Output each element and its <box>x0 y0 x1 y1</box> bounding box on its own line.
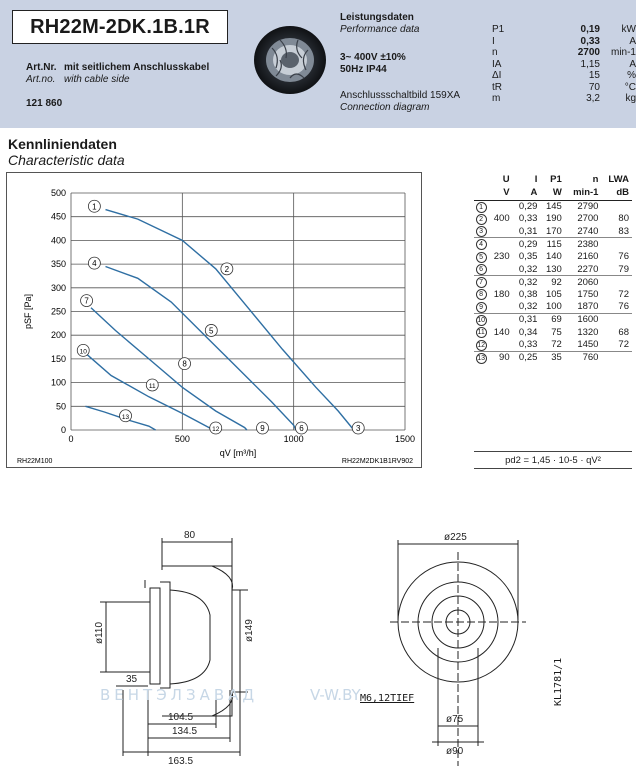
table-row <box>474 313 632 326</box>
table-row <box>474 250 632 263</box>
model-title: RH22M-2DK.1B.1R <box>12 10 228 44</box>
table-cell-L <box>601 276 632 289</box>
curve-line-10 <box>87 354 214 430</box>
param-sym: ΔI <box>492 70 502 81</box>
dim-75-label: ø75 <box>446 714 464 725</box>
artnr-label-en: Art.no. <box>26 74 56 85</box>
curve-number-badge: 5 <box>476 252 487 263</box>
table-header-cell <box>474 172 488 186</box>
param-row <box>492 36 636 48</box>
param-row <box>492 93 636 105</box>
dim-35-label: 35 <box>126 674 138 685</box>
table-row <box>474 339 632 352</box>
curve-number-badge: 13 <box>477 354 485 362</box>
y-tick-label: 50 <box>55 401 66 412</box>
table-cell-P: 100 <box>545 301 562 313</box>
section-title-de: Kennliniendaten <box>8 136 117 152</box>
table-cell-L: 80 <box>618 213 629 225</box>
table-cell-U <box>488 313 512 326</box>
dim-80-label: 80 <box>184 530 196 541</box>
param-row <box>492 24 636 36</box>
param-row <box>492 82 636 94</box>
curve-number-badge: 11 <box>477 329 485 337</box>
table-row <box>474 288 632 301</box>
table-cell-L <box>601 313 632 326</box>
curve-number-badge: 6 <box>476 264 487 275</box>
param-unit: kg <box>625 93 636 104</box>
table-header-cell: n <box>592 173 599 185</box>
formula-text: pd2 = 1,45 · 10-5 · qV² <box>505 455 601 466</box>
table-row <box>474 326 632 339</box>
param-sym: I <box>492 35 495 47</box>
spec-frequency: 50Hz IP44 <box>340 64 387 75</box>
curve-end-label: 6 <box>299 424 304 433</box>
curve-number-badge: 1 <box>476 202 487 213</box>
article-number-block <box>26 62 209 86</box>
y-tick-label: 400 <box>50 235 66 246</box>
param-unit: °C <box>624 81 636 93</box>
table-cell-L: 72 <box>618 288 629 300</box>
table-cell-L: 76 <box>618 301 629 313</box>
table-cell-U <box>488 200 512 213</box>
param-row <box>492 47 636 59</box>
table-cell-P: 92 <box>540 276 564 289</box>
table-cell-L: 76 <box>618 251 629 263</box>
table-cell-L <box>601 200 632 213</box>
table-cell-U: 140 <box>493 326 510 338</box>
artnr-text-de: mit seitlichem Anschlusskabel <box>64 62 210 73</box>
performance-block <box>340 12 460 114</box>
table-cell-I: 0,31 <box>513 313 541 326</box>
table-cell-I: 0,29 <box>518 201 538 213</box>
dim-149-label: ø149 <box>244 619 255 642</box>
dim-134-label: 134.5 <box>172 726 198 737</box>
table-cell-n: 760 <box>565 351 602 364</box>
param-val: 0,33 <box>580 35 600 47</box>
curve-end-label: 3 <box>356 424 361 433</box>
dim-104-label: 104.5 <box>168 712 194 723</box>
perf-title-de: Leistungsdaten <box>340 12 414 23</box>
param-unit: % <box>627 70 636 81</box>
artnr-text-en: with cable side <box>64 74 130 85</box>
x-tick-label: 1500 <box>394 434 416 444</box>
table-cell-P: 72 <box>551 339 562 351</box>
table-header-cell: LWA <box>608 173 629 185</box>
param-unit: A <box>629 35 636 47</box>
x-tick-label: 1000 <box>283 434 304 444</box>
table-cell-n: 1600 <box>565 313 602 326</box>
dim-110-label: ø110 <box>94 621 105 644</box>
param-val: 70 <box>588 81 600 93</box>
chart-footer-left: RH22M100 <box>17 458 53 465</box>
table-cell-I: 0,35 <box>518 251 538 263</box>
table-cell-U <box>488 339 512 352</box>
curve-number-badge: 7 <box>476 277 487 288</box>
table-cell-P: 140 <box>545 251 562 263</box>
curve-number-badge: 2 <box>476 214 487 225</box>
table-unit-cell: V <box>488 186 512 200</box>
table-cell-U: 230 <box>493 251 510 263</box>
table-cell-P: 75 <box>551 326 562 338</box>
pressure-formula <box>474 451 632 469</box>
table-cell-L <box>601 238 632 251</box>
y-tick-label: 0 <box>60 425 66 435</box>
table-cell-P: 69 <box>540 313 564 326</box>
table-row <box>474 213 632 226</box>
table-cell-I: 0,32 <box>518 263 538 275</box>
table-cell-L <box>601 351 632 364</box>
product-header <box>0 0 636 128</box>
table-cell-U: 180 <box>493 288 510 300</box>
curve-label-text: 10 <box>79 348 87 356</box>
table-cell-L: 68 <box>618 326 629 338</box>
curve-line-4 <box>106 264 296 431</box>
param-row <box>492 59 636 71</box>
motor-dome <box>170 590 210 684</box>
table-unit-cell: W <box>540 186 564 200</box>
dim-90-label: ø90 <box>446 746 464 757</box>
table-cell-L: 72 <box>618 339 629 351</box>
table-cell-P: 35 <box>540 351 564 364</box>
param-sym: P1 <box>492 24 505 35</box>
table-row <box>474 276 632 289</box>
curve-label-text: 5 <box>209 326 214 336</box>
y-tick-label: 300 <box>50 282 66 293</box>
param-sym: IA <box>492 58 502 70</box>
table-cell-I: 0,34 <box>518 326 538 338</box>
drawing-code: KL1781/1 <box>553 657 564 706</box>
table-cell-n: 2790 <box>577 201 599 213</box>
table-cell-n: 1320 <box>577 326 599 338</box>
table-cell-P: 130 <box>545 263 562 275</box>
table-cell-n: 2380 <box>565 238 602 251</box>
dim-163-label: 163.5 <box>168 756 194 767</box>
fan-product-image <box>250 18 330 98</box>
table-cell-P: 145 <box>545 201 562 213</box>
table-cell-I: 0,29 <box>513 238 541 251</box>
table-row <box>474 200 632 213</box>
table-cell-I: 0,38 <box>518 288 538 300</box>
table-cell-I: 0,33 <box>518 213 538 225</box>
table-row <box>474 351 632 364</box>
chart-footer-right: RH22M2DK1B1RV902 <box>341 458 413 465</box>
param-sym: n <box>492 47 498 58</box>
table-cell-n: 1870 <box>577 301 599 313</box>
param-row <box>492 70 636 82</box>
table-cell-U <box>488 276 512 289</box>
table-cell-n: 1450 <box>577 339 599 351</box>
table-cell-U: 90 <box>488 351 512 364</box>
table-cell-n: 2270 <box>577 263 599 275</box>
x-tick-label: 500 <box>174 434 190 444</box>
table-cell-U <box>488 238 512 251</box>
table-cell-U <box>488 301 512 314</box>
table-unit-cell: dB <box>601 186 632 200</box>
artnr-label-de: Art.Nr. <box>26 62 57 73</box>
param-val: 2700 <box>577 47 600 58</box>
table-cell-I: 0,32 <box>513 276 541 289</box>
table-header-cell: U <box>502 173 510 185</box>
watermark-site: V-W.BY <box>310 686 361 704</box>
curve-label-text: 8 <box>182 359 187 369</box>
table-row <box>474 238 632 251</box>
curve-line-7 <box>91 308 247 430</box>
table-unit-cell <box>474 186 488 200</box>
spec-voltage: 3~ 400V ±10% <box>340 52 406 63</box>
table-cell-n: 2740 <box>577 225 599 237</box>
table-cell-U: 400 <box>493 213 510 225</box>
table-unit-cell: A <box>513 186 541 200</box>
curve-label-text: 7 <box>84 296 89 306</box>
param-val: 1,15 <box>580 58 600 70</box>
curve-label-text: 1 <box>92 202 97 212</box>
table-cell-P: 105 <box>545 288 562 300</box>
table-cell-I: 0,31 <box>518 225 538 237</box>
chart-frame <box>6 172 422 468</box>
table-cell-I: 0,33 <box>518 339 538 351</box>
param-val: 0,19 <box>580 24 600 35</box>
diagram-en: Connection diagram <box>340 102 430 113</box>
dimension-drawing <box>0 520 636 768</box>
table-cell-I: 0,32 <box>518 301 538 313</box>
table-cell-P: 115 <box>540 238 564 251</box>
param-val: 15 <box>588 70 600 81</box>
table-header-cell: P1 <box>550 173 562 185</box>
y-tick-label: 500 <box>50 188 66 198</box>
param-unit: A <box>629 58 636 70</box>
table-cell-L: 83 <box>618 225 629 237</box>
table-cell-U <box>488 263 512 276</box>
curve-end-label: 9 <box>260 424 265 433</box>
table-cell-U <box>488 225 512 238</box>
table-cell-n: 1750 <box>577 288 599 300</box>
perf-title-en: Performance data <box>340 24 420 35</box>
table-header-cell: I <box>534 173 538 185</box>
part-number: 121 860 <box>26 98 63 109</box>
curve-label-text: 4 <box>92 259 97 269</box>
table-row <box>474 225 632 238</box>
param-val: 3,2 <box>586 93 600 104</box>
curve-number-badge: 8 <box>476 289 487 300</box>
dim-225-label: ø225 <box>444 532 467 543</box>
curve-number-badge: 10 <box>477 316 485 324</box>
curve-end-label: 12 <box>212 426 220 433</box>
table-row <box>474 263 632 276</box>
curve-label-text: 2 <box>224 264 230 274</box>
table-cell-n: 2700 <box>577 213 599 225</box>
y-tick-label: 450 <box>50 211 66 222</box>
diagram-de: Anschlussschaltbild 159XA <box>340 90 461 101</box>
table-cell-L: 79 <box>618 263 629 275</box>
watermark-text: ВЕНТЭЛЗАВАД <box>100 686 259 704</box>
x-tick-label: 0 <box>68 434 74 444</box>
curve-label-text: 11 <box>148 382 156 390</box>
section-title-en: Characteristic data <box>8 152 125 168</box>
table-cell-P: 170 <box>545 225 562 237</box>
table-cell-n: 2060 <box>565 276 602 289</box>
y-tick-label: 350 <box>50 259 66 270</box>
table-cell-P: 190 <box>545 213 562 225</box>
curve-line-1 <box>106 210 354 430</box>
table-row <box>474 301 632 314</box>
table-unit-cell: min-1 <box>565 186 602 200</box>
blade-top <box>212 566 233 590</box>
curve-number-badge: 3 <box>476 226 487 237</box>
motor-body <box>160 582 170 688</box>
param-sym: m <box>492 93 501 104</box>
param-unit: min-1 <box>610 47 636 58</box>
y-axis-label: pSF [Pa] <box>23 293 33 330</box>
characteristic-chart <box>7 173 423 469</box>
parameters-table <box>492 24 636 105</box>
x-axis-label: qV [m³/h] <box>219 448 257 458</box>
param-unit: kW <box>621 24 636 35</box>
y-tick-label: 200 <box>50 330 66 341</box>
characteristic-table <box>474 172 632 364</box>
motor-flange <box>150 588 160 684</box>
curve-number-badge: 12 <box>477 341 485 349</box>
table-cell-n: 2160 <box>577 251 599 263</box>
param-sym: tR <box>492 81 502 93</box>
curve-number-badge: 9 <box>476 302 487 313</box>
thread-note: M6,12TIEF <box>360 693 415 704</box>
y-tick-label: 100 <box>50 377 66 388</box>
table-cell-I: 0,25 <box>513 351 541 364</box>
y-tick-label: 150 <box>50 353 66 364</box>
curve-label-text: 13 <box>121 413 130 421</box>
y-tick-label: 250 <box>50 306 66 317</box>
curve-number-badge: 4 <box>476 239 487 250</box>
